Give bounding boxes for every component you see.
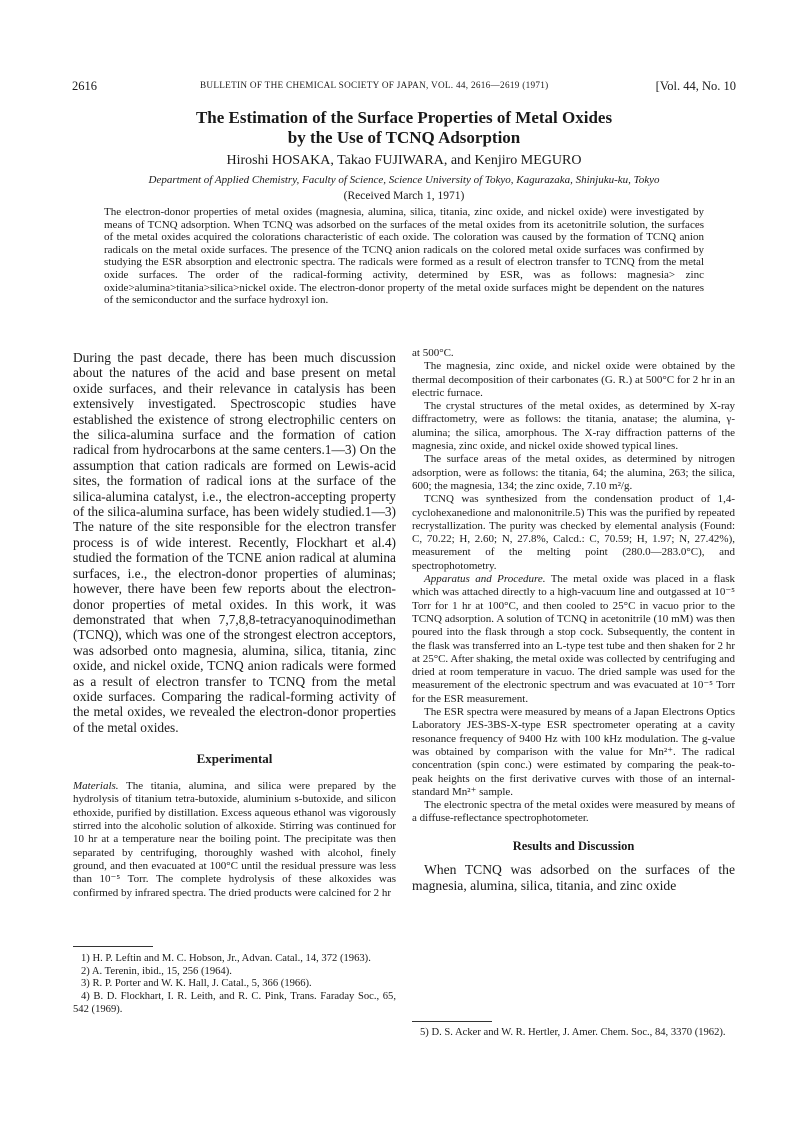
tcnq-synthesis-paragraph: TCNQ was synthesized from the condensation product of 1,4-cyclohexanedione and malononitrile.5) This was the purified by repeated recrystallization. The purity was checked by elemental analysis (Found: C, 70.22; H, 2.60; N, 27.8%, Calcd.: C, 70.59; H, 1.97; N, 27.42%), measurement of the melting point (280.0—283.0°C), and spectrophotometry.: [412, 493, 735, 572]
title-line-1: The Estimation of the Surface Properties of Metal Oxides: [195, 108, 613, 127]
section-heading-experimental: Experimental: [196, 751, 273, 767]
footnote-2: 2) A. Terenin, ibid., 15, 256 (1964).: [81, 965, 232, 977]
footnote-3: 3) R. P. Porter and W. K. Hall, J. Catal., 5, 366 (1966).: [81, 978, 312, 990]
materials-text: The titania, alumina, and silica were prepared by the hydrolysis of titanium tetra-butoxide, aluminium s-butoxide, and silicon ethoxide, purified by distillation. Excess aqueous ethanol was vigorously stirred into the alcoholic solution of alkoxide. Stirring was continued for 10 hr at a temperature near the boiling point. The precipitate was then separated by centrifuging, thoroughly washed with alcohol, finely ground, and then evacuated at 100°C until the residual pressure was less than 10⁻⁵ Torr. The complete hydrolysis of these alkoxides was confirmed by infrared spectra. The dried products were calcined for 2 hr: [73, 780, 396, 899]
received-date: (Received March 1, 1971): [343, 190, 465, 202]
apparatus-label: Apparatus and Procedure.: [424, 573, 546, 586]
footnote-divider: [73, 946, 153, 947]
materials-paragraph: [73, 780, 396, 900]
oxide-preparation-paragraph: The magnesia, zinc oxide, and nickel oxide were obtained by the thermal decomposition of their carbonates (G. R.) at 500°C for 2 hr in an electric furnace.: [412, 360, 735, 399]
crystal-structure-paragraph: The crystal structures of the metal oxides, as determined by X-ray diffractometry, were as follows: the titania, anatase; the alumina, γ-alumina; the silica, amorphous. The X-ray diffraction patterns of the magnesia, zinc oxide, and nickel oxide showed typical lines.: [412, 400, 735, 453]
esr-paragraph: The ESR spectra were measured by means of a Japan Electrons Optics Laboratory JES-3BS-X-type ESR spectrometer operating at a cavity resonance frequency of 9400 Hz with 100 kHz modulation. The g-value was obtained by comparison with the value for Mn²⁺. The radical concentration (spin conc.) were estimated by comparing the peak-to-peak heights on the first derivative curves with those of an internal-standard Mn²⁺ sample.: [412, 706, 735, 798]
surface-area-paragraph: The surface areas of the metal oxides, as determined by nitrogen adsorption, were as follows: the titania, 64; the alumina, 263; the silica, 600; the magnesia, 134; the zinc oxide, 7.10 m²/g.: [412, 453, 735, 492]
footnote-1: 1) H. P. Leftin and M. C. Hobson, Jr., Advan. Catal., 14, 372 (1963).: [81, 953, 371, 964]
materials-label: Materials.: [73, 780, 119, 793]
author-list: Hiroshi HOSAKA, Takao FUJIWARA, and Kenjiro MEGURO: [226, 153, 582, 168]
journal-citation: BULLETIN OF THE CHEMICAL SOCIETY OF JAPAN, VOL. 44, 2616—2619 (1971): [200, 80, 549, 90]
left-column: [73, 350, 396, 900]
affiliation: Department of Applied Chemistry, Faculty of Science, Science University of Tokyo, Kagurazaka, Shinjuku-ku, Tokyo: [148, 174, 660, 186]
electronic-spectra-paragraph: The electronic spectra of the metal oxides were measured by means of a diffuse-reflectance spectrophotometer.: [412, 799, 735, 825]
page-number: 2616: [72, 79, 97, 93]
article-title: [72, 108, 736, 148]
apparatus-paragraph: [412, 573, 735, 706]
footnote-divider-right: [412, 1021, 492, 1022]
footnote-5: [412, 1027, 735, 1040]
footnote-4: 4) B. D. Flockhart, I. R. Leith, and R. C. Pink, Trans. Faraday Soc., 65, 542 (1969).: [73, 991, 396, 1015]
continued-text: at 500°C.: [412, 347, 454, 359]
abstract: The electron-donor properties of metal oxides (magnesia, alumina, silica, titania, zinc oxide, and nickel oxide) were investigated by means of TCNQ adsorption. When TCNQ was adsorbed on the surfaces of the metal oxides from its acetonitrile solution, the surfaces of the metal oxides acquired the colorations characteristic of each oxide. The coloration was caused by the formation of TCNQ anion radicals on the metal oxide surfaces. The presence of the TCNQ anion radicals on the colored metal oxide surfaces was confirmed by studying the ESR absorption and electronic spectra. The radicals were formed as a result of electron transfer to TCNQ from the metal oxide surfaces. The order of the radical-forming activity, determined by ESR, was as follows: magnesia> zinc oxide>alumina>titania>silica>nickel oxide. The electron-donor property of the metal oxide surfaces might be dependent on the natures of the semiconductor and the surface hydroxyl ion.: [104, 206, 704, 307]
footnote-5-text: 5) D. S. Acker and W. R. Hertler, J. Amer. Chem. Soc., 84, 3370 (1962).: [420, 1027, 726, 1038]
footnotes: [73, 953, 396, 1017]
introduction-paragraph: During the past decade, there has been much discussion about the natures of the acid and base present on metal oxide surfaces, and their relevance in catalysis has been extensively investigated. Spectroscopic studies have established the existence of strong electrophilic centers on the silica-alumina surface and the formation of cation radical from hydrocarbons at the same centers.1—3) On the assumption that cation radicals are formed on Lewis-acid sites, the formation of radical ions at the surface of the silica-alumina catalyst, i.e., the electron-accepting property of the silica-alumina surface, has been widely studied.1—3) The nature of the site responsible for the electron transfer process is of wide interest. Recently, Flockhart et al.4) studied the formation of the TCNE anion radical at alumina surfaces, i.e., the electron-donor properties of aluminas; however, there have been few reports about the electron-donor properties of metal oxides. In this work, it was demonstrated that when 7,7,8,8-tetracyanoquinodimethan (TCNQ), which was one of the strongest electron acceptors, was adsorbed onto magnesia, alumina, silica, titania, zinc oxide, and nickel oxide, TCNQ anion radicals were formed as a result of electron transfer to TCNQ from the metal oxide surfaces. Comparing the radical-forming activity of the metal oxides, we revealed the electron-donor properties of the metal oxides.: [73, 350, 396, 735]
results-paragraph: When TCNQ was adsorbed on the surfaces of the magnesia, alumina, silica, titania, and zinc oxide: [412, 861, 735, 893]
running-header: [72, 79, 736, 95]
section-heading-results: Results and Discussion: [512, 838, 635, 853]
right-column: [412, 347, 735, 894]
title-line-2: by the Use of TCNQ Adsorption: [287, 128, 521, 147]
volume-issue: [Vol. 44, No. 10: [655, 79, 736, 93]
apparatus-text: The metal oxide was placed in a flask which was attached directly to a high-vacuum line and outgassed at 10⁻⁵ Torr for 1 hr at 100°C, and then cooled to 25°C in vacuo prior to the TCNQ adsorption. A solution of TCNQ in acetonitrile (10 mM) was then poured into the flask through a stop cock. Subsequently, the content in the flask was transferred into an L-type test tube and then shaken for 2 hr at 25°C. After shaking, the metal oxide was collected by centrifuging and dried at room temperature in vacuo. The dried sample was used for the measurement of the electronic spectrum and was evacuated at 10⁻⁵ Torr for the ESR measurement.: [412, 573, 736, 705]
